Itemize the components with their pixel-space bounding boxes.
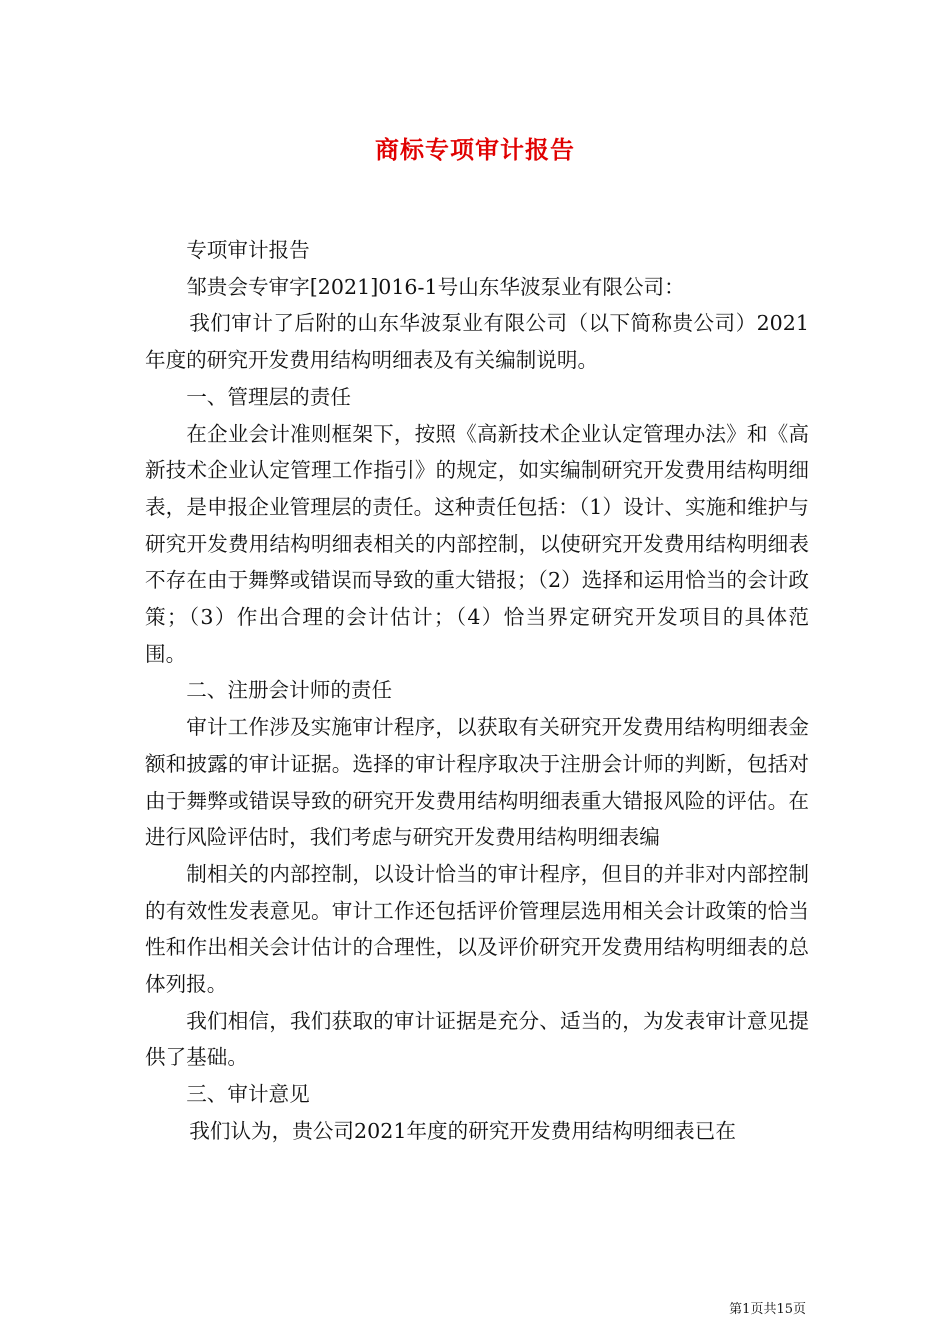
- page-number: 第1页共15页: [729, 1302, 806, 1317]
- document-body: [145, 232, 809, 1150]
- intro-paragraph: 我们审计了后附的山东华波泵业有限公司（以下简称贵公司）2021年度的研究开发费用结构明细表及有关编制说明。: [145, 311, 809, 373]
- document-title: 商标专项审计报告: [375, 135, 575, 164]
- cpa-paragraph-2: 制相关的内部控制，以设计恰当的审计程序，但目的并非对内部控制的有效性发表意见。审计工作还包括评价管理层选用相关会计政策的恰当性和作出相关会计估计的合理性，以及评价研究开发费用结构明细表的总体列报。: [145, 861, 809, 997]
- management-paragraph: 在企业会计准则框架下，按照《高新技术企业认定管理办法》和《高新技术企业认定管理工作指引》的规定，如实编制研究开发费用结构明细表，是申报企业管理层的责任。这种责任包括：（1）设计、实施和维护与研究开发费用结构明细表相关的内部控制，以使研究开发费用结构明细表不存在由于舞弊或错误而导致的重大错报；（2）选择和运用恰当的会计政策；（3）作出合理的会计估计；（4）恰当界定研究开发项目的具体范围。: [145, 421, 809, 666]
- section-heading-management: 一、管理层的责任: [186, 384, 351, 409]
- cpa-paragraph-1: 审计工作涉及实施审计程序，以获取有关研究开发费用结构明细表金额和披露的审计证据。选择的审计程序取决于注册会计师的判断，包括对由于舞弊或错误导致的研究开发费用结构明细表重大错报风险的评估。在进行风险评估时，我们考虑与研究开发费用结构明细表编: [145, 715, 809, 850]
- section-heading-opinion: 三、审计意见: [186, 1082, 310, 1107]
- section-heading-cpa: 二、注册会计师的责任: [186, 678, 393, 703]
- reference-line: 邹贵会专审字[2021]016-1号山东华波泵业有限公司：: [186, 274, 685, 299]
- report-heading: 专项审计报告: [186, 238, 310, 262]
- basis-paragraph: 我们相信，我们获取的审计证据是充分、适当的，为发表审计意见提供了基础。: [145, 1008, 809, 1070]
- opinion-paragraph: 我们认为，贵公司2021年度的研究开发费用结构明细表已在: [189, 1118, 736, 1143]
